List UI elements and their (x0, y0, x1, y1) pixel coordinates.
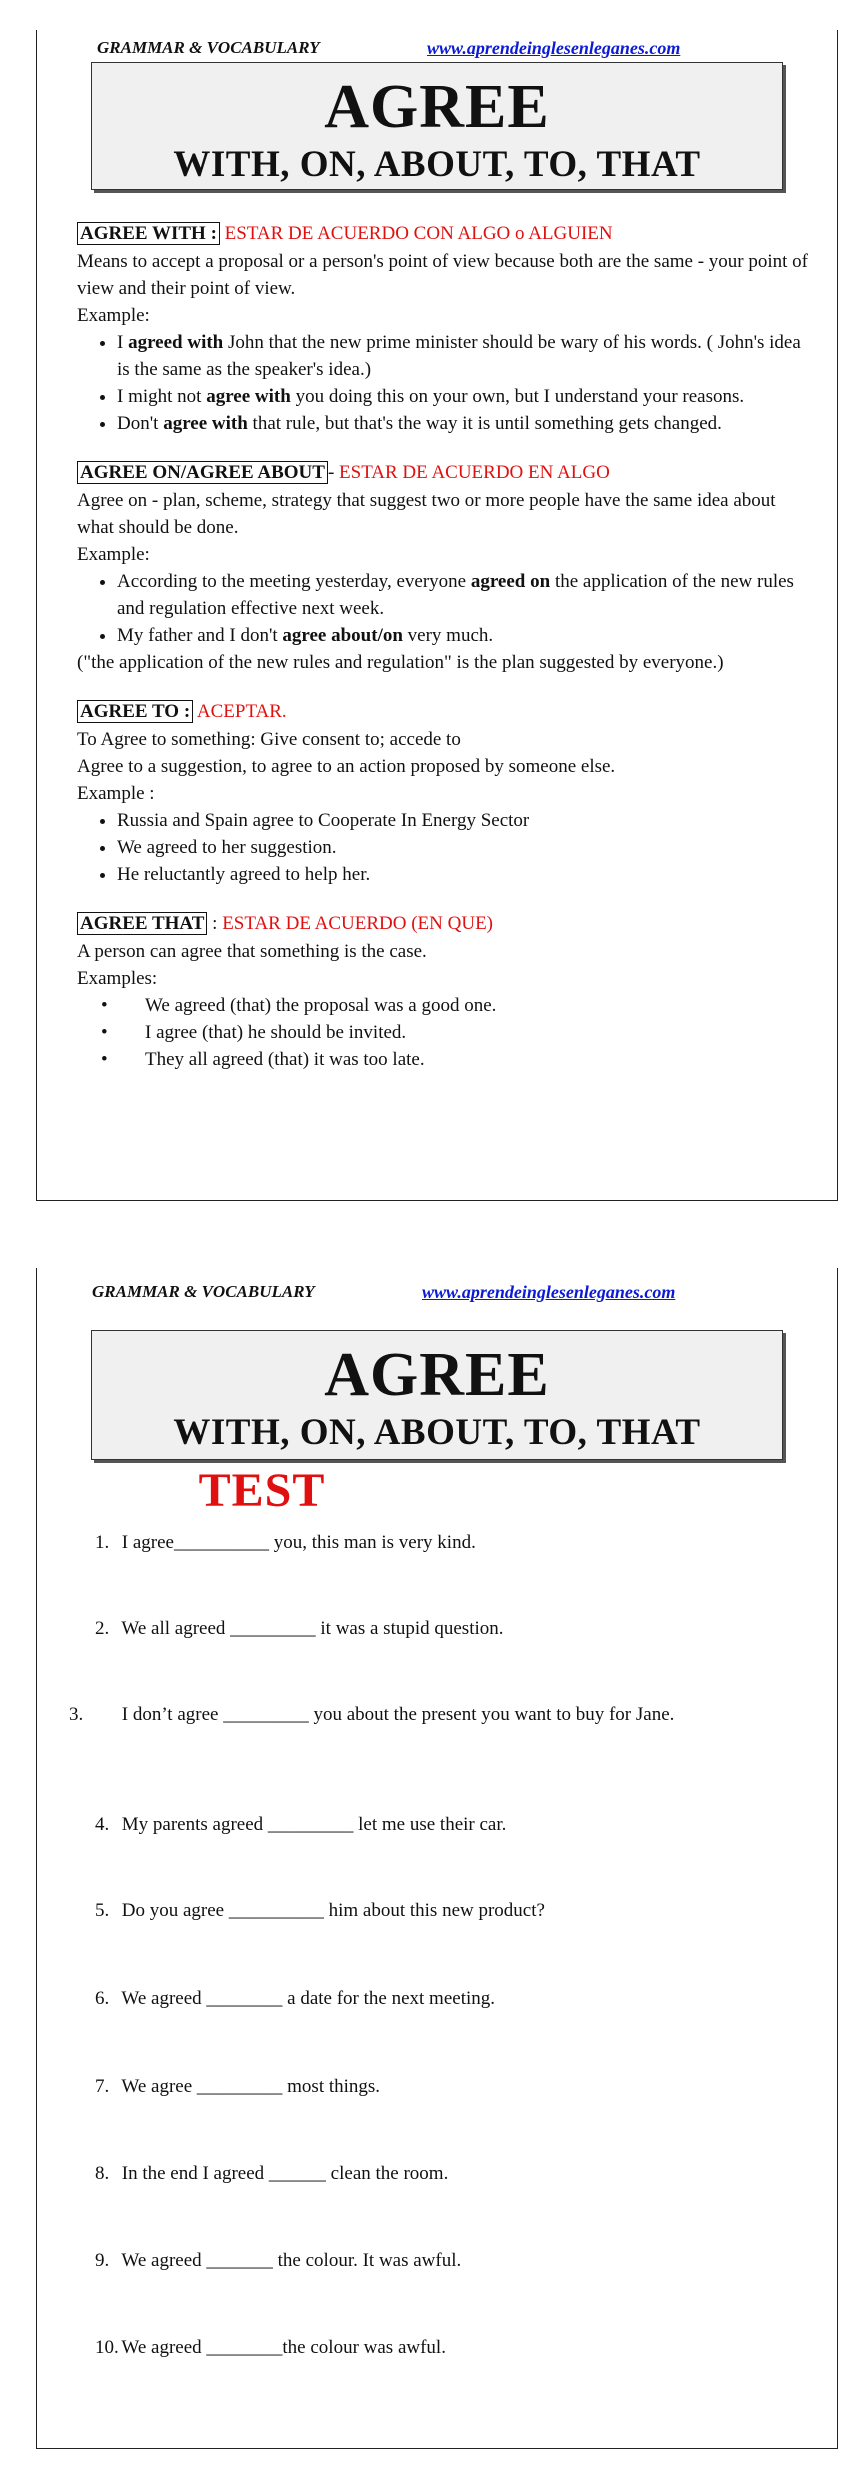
list-item: • According to the meeting yesterday, everyone agreed on the application of the new rules and regulation effective next week. (117, 568, 817, 622)
website-link[interactable]: www.aprendeinglesenleganes.com (422, 1282, 676, 1302)
question-item: 1. I agree__________ you, this man is very kind. (95, 1532, 476, 1553)
section-agree-to (77, 698, 817, 888)
title-box (91, 1330, 783, 1460)
section-agree-on-about (77, 459, 817, 676)
list-item: • I might not agree with you doing this on your own, but I understand your reasons. (117, 383, 817, 410)
example-label: Example: (77, 305, 150, 326)
example-list (77, 807, 817, 888)
definition: Means to accept a proposal or a person's point of view because both are the same - your point of view and their point of view. (77, 251, 808, 299)
list-item: • I agree (that) he should be invited. (101, 1019, 817, 1046)
definition-line-1: To Agree to something: Give consent to; accede to (77, 729, 461, 750)
spanish-translation: ESTAR DE ACUERDO EN ALGO (334, 462, 610, 483)
lesson-content (77, 220, 817, 1095)
question-item: 2. We all agreed _________ it was a stupid question. (95, 1618, 504, 1639)
section-heading (77, 698, 817, 725)
section-heading (77, 220, 817, 247)
header-category: GRAMMAR & VOCABULARY (97, 38, 320, 57)
title-box (91, 62, 783, 190)
heading-colon: : (207, 913, 223, 934)
question-item: 8. In the end I agreed ______ clean the room. (95, 2163, 449, 2184)
definition-line-2: Agree to a suggestion, to agree to an action proposed by someone else. (77, 756, 616, 777)
header-category: GRAMMAR & VOCABULARY (92, 1282, 315, 1301)
section-label: AGREE TO : (77, 700, 193, 723)
question-item: 9. We agreed _______ the colour. It was awful. (95, 2250, 462, 2271)
section-agree-with (77, 220, 817, 437)
list-item: • Don't agree with that rule, but that's the way it is until something gets changed. (117, 410, 817, 437)
note: ("the application of the new rules and regulation" is the plan suggested by everyone.) (77, 652, 724, 673)
list-item: • My father and I don't agree about/on very much. (117, 622, 817, 649)
page-subtitle: WITH, ON, ABOUT, TO, THAT (173, 144, 701, 185)
example-list (77, 329, 817, 437)
list-item: • We agreed (that) the proposal was a good one. (101, 992, 817, 1019)
question-item: 7. We agree _________ most things. (95, 2076, 381, 2097)
example-list (77, 992, 817, 1073)
page-header (97, 38, 777, 62)
question-item: 3. I don’t agree _________ you about the present you want to buy for Jane. (69, 1704, 675, 1725)
example-label: Example: (77, 544, 150, 565)
section-label: AGREE THAT (77, 912, 207, 935)
spanish-translation: ACEPTAR. (193, 701, 287, 722)
page-header (92, 1282, 772, 1306)
page-two (36, 1268, 838, 2449)
section-heading (77, 459, 817, 486)
page-title: AGREE (324, 73, 550, 141)
page-title: AGREE (324, 1341, 550, 1409)
definition: Agree on - plan, scheme, strategy that suggest two or more people have the same idea about what should be done. (77, 490, 776, 538)
heading-dash: - (327, 462, 335, 483)
example-list (77, 568, 817, 649)
section-heading (77, 910, 817, 937)
question-item: 4. My parents agreed _________ let me use their car. (95, 1814, 507, 1835)
section-label: AGREE WITH : (77, 222, 220, 245)
section-label: AGREE ON/AGREE ABOUT (77, 461, 328, 484)
page-one (36, 30, 838, 1201)
definition: A person can agree that something is the case. (77, 941, 427, 962)
question-item: 6. We agreed ________ a date for the next meeting. (95, 1988, 496, 2009)
list-item: • He reluctantly agreed to help her. (117, 861, 817, 888)
question-item: 10. We agreed ________the colour was awful. (95, 2337, 446, 2358)
example-label: Example : (77, 783, 155, 804)
website-link[interactable]: www.aprendeinglesenleganes.com (427, 38, 681, 58)
spanish-translation: ESTAR DE ACUERDO (EN QUE) (222, 913, 493, 934)
spanish-translation: ESTAR DE ACUERDO CON ALGO o ALGUIEN (219, 223, 613, 244)
example-label: Examples: (77, 968, 158, 989)
list-item: • We agreed to her suggestion. (117, 834, 817, 861)
question-item: 5. Do you agree __________ him about this new product? (95, 1900, 545, 1921)
list-item: • I agreed with John that the new prime minister should be wary of his words. ( John's idea is the same as the speaker's idea.) (117, 329, 817, 383)
list-item: • They all agreed (that) it was too late. (101, 1046, 817, 1073)
list-item: • Russia and Spain agree to Cooperate In Energy Sector (117, 807, 817, 834)
test-heading: TEST (198, 1464, 326, 1517)
page-subtitle: WITH, ON, ABOUT, TO, THAT (173, 1412, 701, 1453)
section-agree-that (77, 910, 817, 1073)
